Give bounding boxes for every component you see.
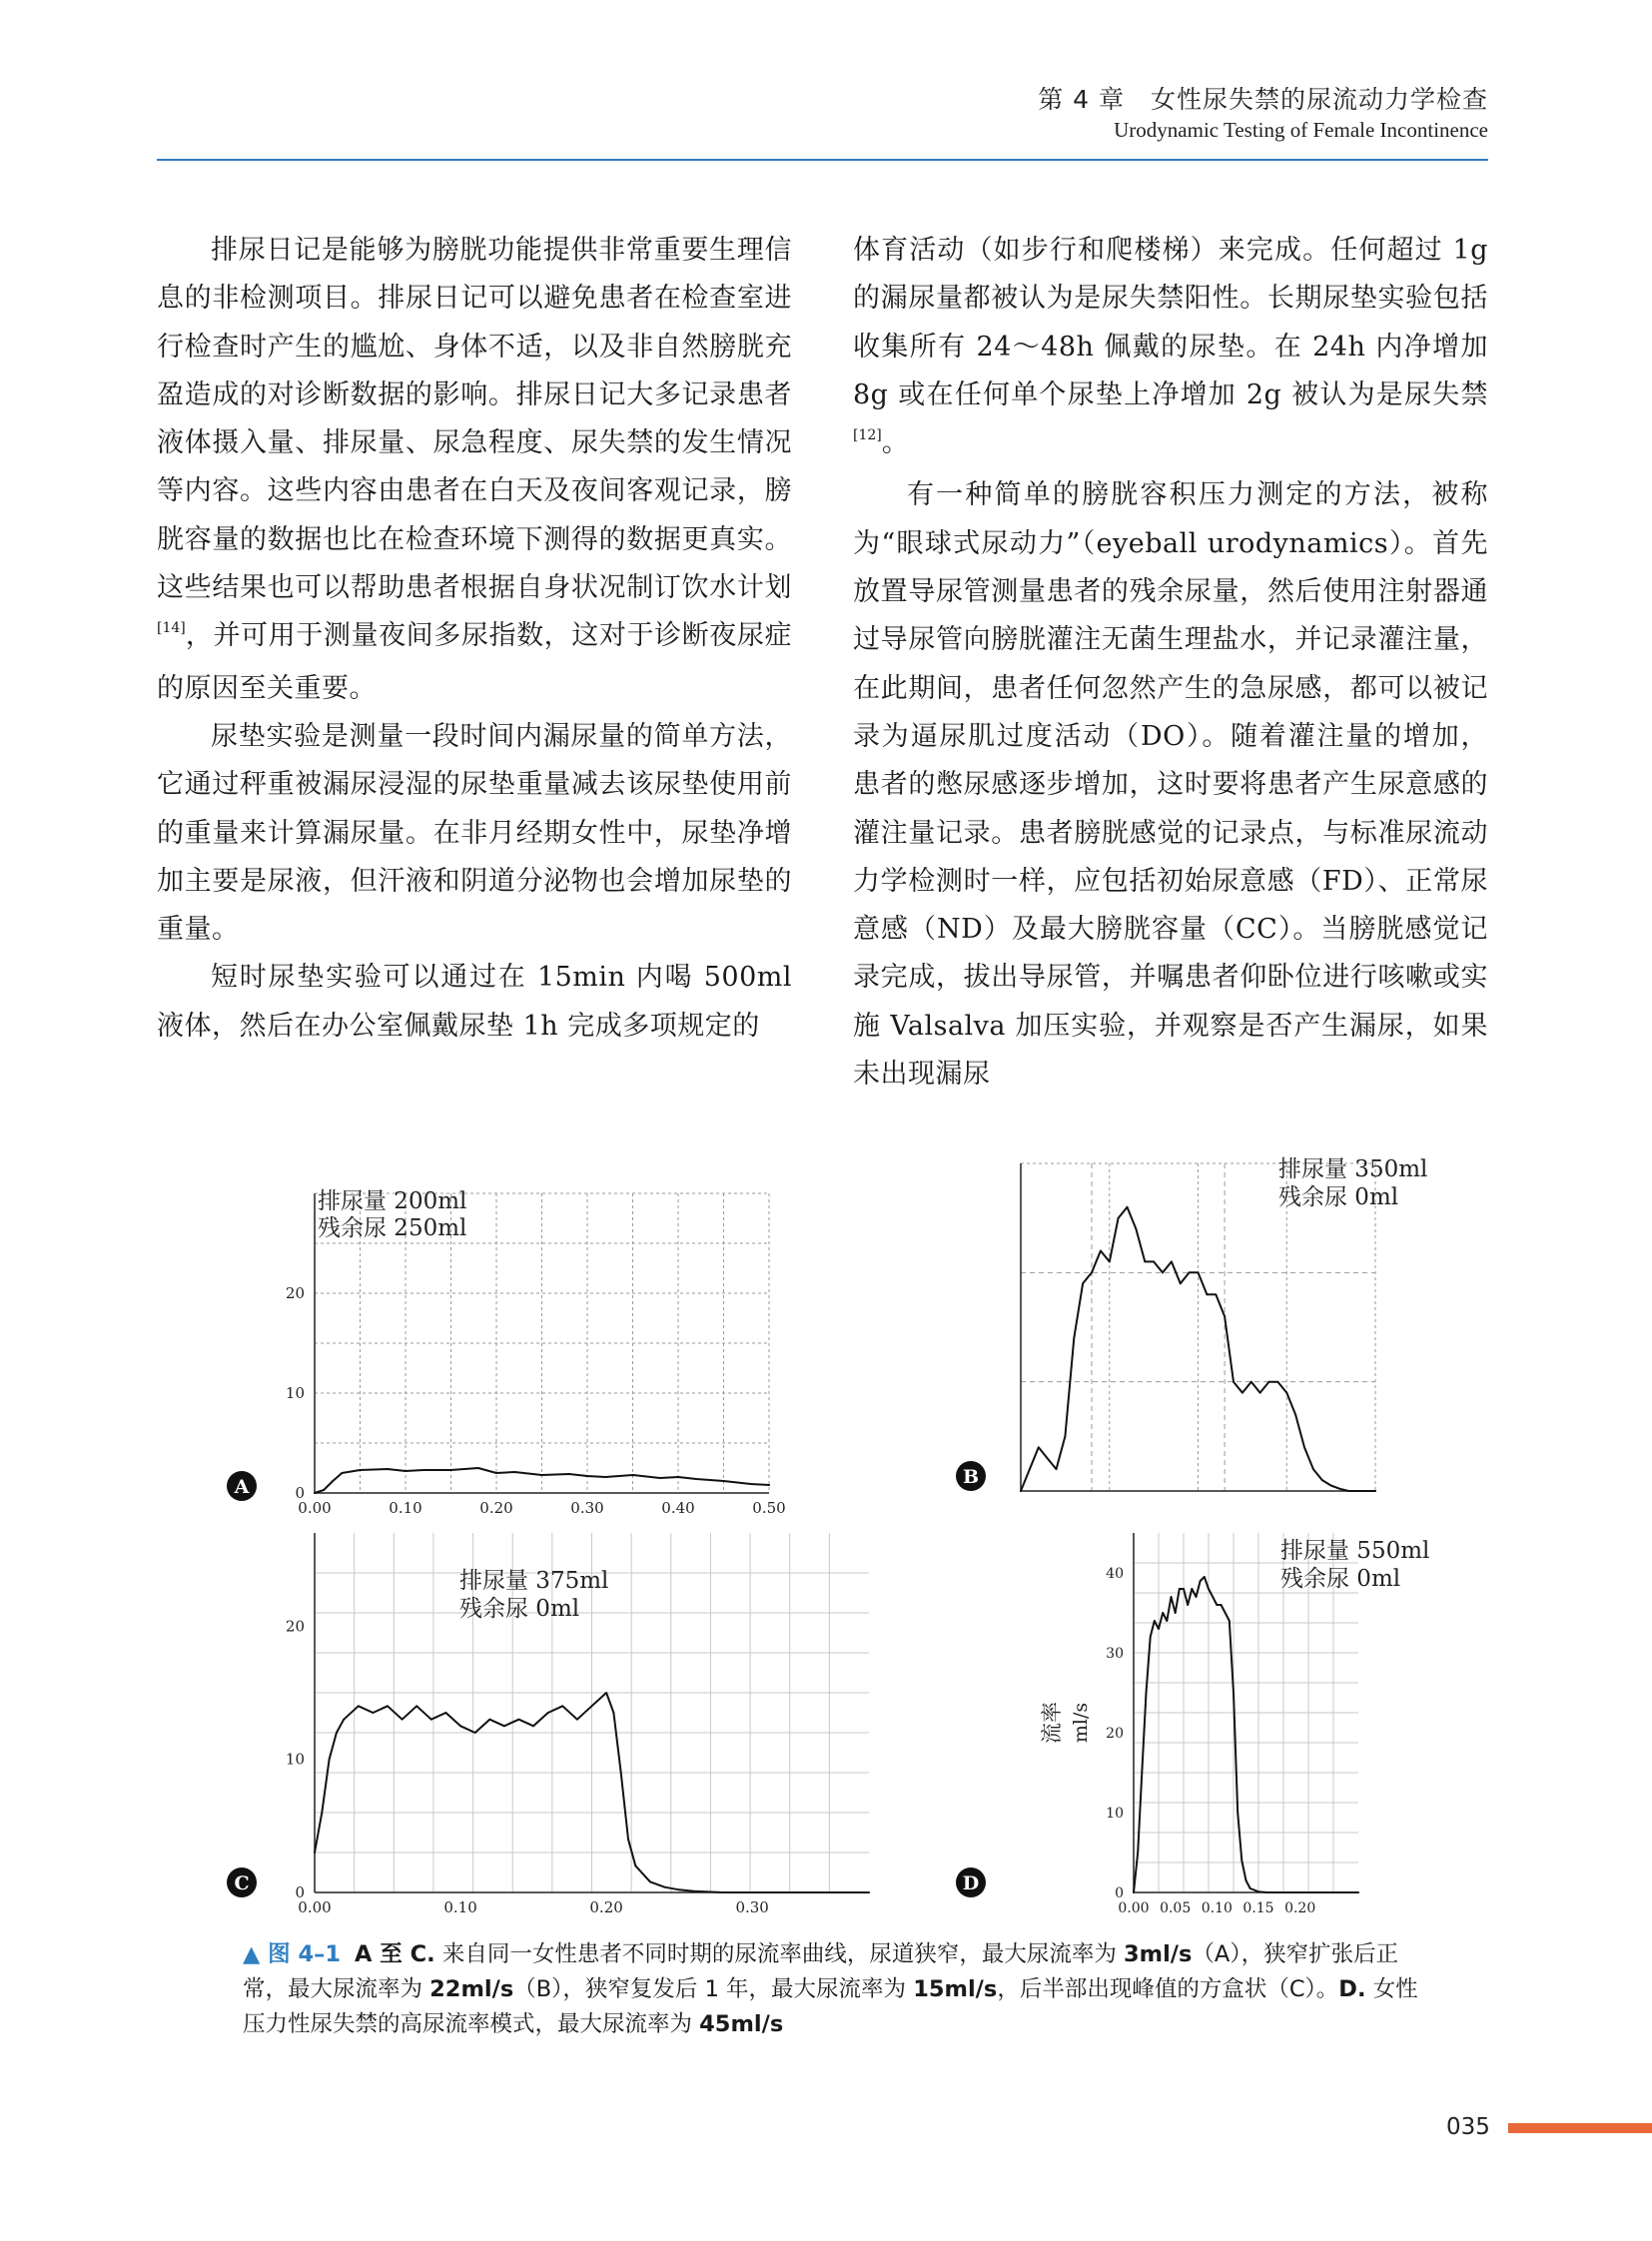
flow-point [604,1476,606,1478]
flow-point [1073,1337,1075,1339]
x-tick-label: 0.00 [298,1499,332,1517]
flow-point [1144,1261,1146,1263]
panel-badge-label: C [234,1872,250,1894]
x-tick-label: 0.10 [389,1499,422,1517]
flow-point [1356,1490,1358,1492]
flow-point [1150,1636,1152,1638]
x-tick-label: 0.40 [661,1499,695,1517]
flow-point [1047,1457,1049,1459]
flow-point [405,1470,407,1472]
uroflow-chart-a [220,1168,799,1528]
chart-annotation: 排尿量 550ml [1280,1538,1430,1564]
flow-point [495,1472,497,1474]
flow-point [1196,1596,1198,1598]
caption-run: 3ml/s [1123,1941,1193,1967]
flow-point [1347,1490,1349,1492]
flow-point [314,1852,316,1854]
flow-point [1240,1860,1242,1862]
flow-point [1312,1468,1314,1470]
y-tick-label: 10 [285,1384,305,1402]
y-axis-label: 流率 [1040,1702,1064,1744]
flow-point [1056,1468,1058,1470]
flow-point [1208,1588,1210,1590]
header-rule [157,159,1488,161]
y-tick-label: 0 [295,1883,305,1901]
caption-run: 女性压力性尿失禁的高尿流率模式，最大尿流率为 [243,1976,1418,2037]
chart-annotation: 排尿量 200ml [318,1188,467,1214]
flow-point [591,1705,593,1707]
uroflow-chart-d [949,1513,1448,1922]
flow-point [387,1468,389,1470]
flow-point [1100,1250,1102,1252]
x-tick-label: 0.20 [479,1499,513,1517]
flow-point [1233,1381,1235,1383]
x-tick-label: 0.10 [443,1898,477,1916]
paragraph: 有一种简单的膀胱容积压力测定的方法，被称为“眼球式尿动力”（eyeball urodynamics）。首先放置导尿管测量患者的残余尿量，然后使用注射器通过导尿管向膀胱灌注无菌生理盐水，并记录灌注量，在此期间，患者任何忽然产生的急尿感，都可以被记录为逼尿肌过度活动（DO）。随着灌注量的增加，患者的憋尿感逐步增加，这时要将患者产生尿意感的灌注量记录。患者膀胱感觉的记录点，与标准尿流动力学检测时一样，应包括初始尿意感（FD）、正常尿意感（ND）及最大膀胱容量（CC）。当膀胱感觉记录完成，拔出导尿管，并嘱患者仰卧位进行咳嗽或实施 Valsalva 加压实验，并观察是否产生漏尿，如果未出现漏尿 [853,479,1488,1091]
caption-run: 来自同一女性患者不同时期的尿流率曲线，尿道狭窄，最大尿流率为 [434,1941,1124,1967]
figure-caption [243,1937,1421,2042]
caption-run: 15ml/s [913,1976,998,2002]
y-tick-label: 20 [285,1284,305,1302]
chart-annotation: 残余尿 0ml [1280,1566,1401,1592]
paragraph-text: 体育活动（如步行和爬楼梯）来完成。任何超过 1g 的漏尿量都被认为是尿失禁阳性。长期尿垫实验包括收集所有 24～48h 佩戴的尿垫。在 24h 内净增加 8g 或在任何单个尿垫上净增加 2g 被认为是尿失禁 [853,235,1488,410]
paragraph-text: 排尿日记是能够为膀胱功能提供非常重要生理信息的非检测项目。排尿日记可以避免患者在检查室进行检查时产生的尴尬、身体不适，以及非自然膀胱充盈造成的对诊断数据的影响。排尿日记大多记录患者液体摄入量、排尿量、尿急程度、尿失禁的发生情况等内容。这些内容由患者在白天及夜间客观记录，膀胱容量的数据也比在检查环境下测得的数据更真实。这些结果也可以帮助患者根据自身状况制订饮水计划 [157,235,792,604]
flow-point [1285,1392,1287,1394]
flow-point [518,1719,520,1721]
flow-point [341,1472,343,1474]
flow-point [1179,1588,1181,1590]
paragraph-text: 。 [881,427,910,459]
footer-bar [1508,2123,1652,2133]
caption-run: D. [1338,1976,1366,2002]
panel-badge-label: B [962,1466,980,1488]
flow-point [750,1483,752,1485]
flow-point [1127,1206,1129,1208]
flow-point [1175,1612,1177,1614]
flow-point [693,1890,695,1892]
uroflow-chart-c [220,1513,899,1922]
paragraph [853,227,1488,471]
caption-run: （A），狭窄扩张后正常，最大尿流率为 [243,1941,1399,2002]
flow-point [1204,1576,1206,1578]
flow-point [1162,1612,1164,1614]
y-tick-label: 0 [295,1484,305,1502]
flow-point [1330,1485,1332,1487]
flow-point [1294,1414,1296,1416]
flow-point [1374,1490,1376,1492]
flow-point [723,1480,725,1482]
flow-point [1225,1612,1227,1614]
flow-point [373,1712,375,1714]
flow-point [695,1478,697,1480]
flow-point [1357,1891,1359,1893]
x-tick-label: 0.20 [1284,1900,1316,1916]
flow-point [547,1712,549,1714]
flow-point [488,1719,490,1721]
citation: [12] [853,427,882,444]
flow-point [1064,1435,1066,1437]
flow-point [336,1732,338,1734]
y-axis-unit: ml/s [1070,1702,1092,1744]
flow-point [586,1475,588,1477]
x-tick-label: 0.00 [298,1898,332,1916]
x-tick-label: 0.50 [752,1499,786,1517]
flow-point [627,1839,629,1841]
flow-point [503,1725,505,1727]
flow-point [1249,1887,1251,1889]
flow-point [314,1492,316,1494]
flow-point [1109,1261,1111,1263]
flow-point [664,1886,666,1888]
flow-point [1365,1490,1367,1492]
flow-point [323,1489,325,1491]
chart-annotation: 残余尿 0ml [1278,1184,1399,1210]
flow-point [1189,1271,1191,1273]
flow-point [513,1471,515,1473]
flow-point [1268,1381,1270,1383]
flow-point [634,1865,636,1867]
flow-point [1158,1628,1160,1630]
flow-point [332,1480,334,1482]
chart-annotation: 排尿量 375ml [459,1568,609,1594]
caption-run: （B），狭窄复发后 1 年，最大尿流率为 [513,1976,914,2002]
flow-point [1257,1890,1259,1892]
flow-point [430,1719,432,1721]
flow-point [532,1725,534,1727]
x-tick-label: 0.05 [1160,1900,1192,1916]
caption-run: A 至 C. [355,1941,435,1967]
flow-point [1091,1271,1093,1273]
flow-point [561,1705,563,1707]
flow-point [1153,1261,1155,1263]
y-tick-label: 20 [1106,1726,1124,1742]
y-tick-label: 30 [1106,1646,1124,1662]
flow-point [1029,1468,1031,1470]
caption-run: ，后半部出现峰值的方盒状（C）。 [997,1976,1339,2002]
flow-point [1180,1282,1182,1284]
caption-run: 45ml/s [699,2011,784,2037]
flow-point [474,1732,476,1734]
flow-point [1265,1891,1267,1893]
panel-badge-label: A [234,1476,250,1498]
flow-point [677,1476,679,1478]
flow-point [1020,1490,1022,1492]
y-tick-label: 0 [1115,1885,1124,1901]
flow-point [678,1888,680,1890]
flow-point [1162,1271,1164,1273]
flow-point [1339,1488,1341,1490]
paragraph: 短时尿垫实验可以通过在 15min 内喝 500ml 液体，然后在办公室佩戴尿垫 1h 完成多项规定的 [157,962,792,1042]
flow-point [1237,1812,1239,1814]
y-tick-label: 10 [1106,1806,1124,1822]
chart-annotation: 排尿量 350ml [1278,1156,1428,1182]
flow-point [343,1719,345,1721]
flow-point [1229,1620,1231,1622]
flow-point [1146,1692,1148,1694]
flow-point [1215,1293,1217,1295]
flow-point [422,1469,424,1471]
panel-badge-label: D [962,1872,980,1894]
page-number: 035 [1446,2114,1490,2140]
y-tick-label: 10 [285,1750,305,1769]
flow-point [415,1705,417,1707]
flow-point [445,1712,447,1714]
flow-point [1183,1588,1185,1590]
citation: [14] [157,620,186,637]
flow-point [768,1484,770,1486]
flow-curve [1134,1577,1358,1892]
flow-point [1187,1604,1189,1606]
uroflow-chart-b [949,1148,1448,1528]
flow-point [1166,1620,1168,1622]
chart-annotation: 残余尿 0ml [459,1596,580,1622]
flow-point [1241,1392,1243,1394]
x-tick-label: 0.30 [570,1499,604,1517]
flow-point [1135,1228,1137,1230]
flow-point [358,1705,360,1707]
flow-point [329,1759,331,1761]
paragraph: 尿垫实验是测量一段时间内漏尿量的简单方法，它通过秤重被漏尿浸湿的尿垫重量减去该尿垫使用前的重量来计算漏尿量。在非月经期女性中，尿垫净增加主要是尿液，但汗液和阴道分泌物也会增加尿垫的重量。 [157,720,792,946]
flow-point [613,1712,615,1714]
flow-point [541,1474,543,1476]
caption-run: 22ml/s [429,1976,514,2002]
x-tick-label: 0.30 [735,1898,769,1916]
right-column [853,227,1488,1099]
flow-point [1216,1604,1218,1606]
y-tick-label: 20 [285,1617,305,1636]
flow-point [321,1812,323,1814]
flow-point [387,1705,389,1707]
flow-point [1171,1261,1173,1263]
flow-point [1206,1293,1208,1295]
paragraph [157,227,792,713]
flow-point [751,1891,753,1893]
figure-label: ▲ 图 4–1 [243,1941,342,1967]
flow-point [1154,1620,1156,1622]
flow-point [722,1891,724,1893]
flow-point [360,1469,362,1471]
flow-point [402,1719,404,1721]
flow-point [868,1891,870,1893]
flow-point [1141,1772,1143,1774]
flow-point [649,1880,651,1882]
flow-point [1133,1891,1135,1893]
chapter-title-en: Urodynamic Testing of Female Incontinence [1114,118,1488,142]
chart-annotation: 残余尿 250ml [318,1215,467,1241]
flow-point [1118,1217,1120,1219]
flow-point [1303,1446,1305,1448]
left-column [157,227,792,1051]
flow-point [1212,1596,1214,1598]
flow-point [1137,1852,1139,1854]
flow-point [605,1692,607,1694]
flow-point [1171,1596,1173,1598]
flow-point [450,1469,452,1471]
flow-point [1191,1588,1193,1590]
chapter-title: 第 4 章 女性尿失禁的尿流动力学检查 [1038,85,1488,114]
flow-point [477,1467,479,1469]
caption-text [243,1941,1418,2037]
flow-point [576,1719,578,1721]
flow-point [568,1473,570,1475]
flow-point [1321,1479,1323,1481]
x-tick-label: 0.15 [1242,1900,1274,1916]
flow-point [1221,1604,1223,1606]
flow-point [632,1474,634,1476]
flow-point [1250,1381,1252,1383]
flow-point [1198,1271,1200,1273]
flow-point [1082,1282,1084,1284]
flow-point [1276,1381,1278,1383]
flow-point [620,1772,622,1774]
x-tick-label: 0.00 [1118,1900,1150,1916]
flow-point [659,1477,661,1479]
flow-point [1038,1446,1040,1448]
flow-point [1200,1580,1202,1582]
flow-point [1259,1392,1261,1394]
flow-point [1233,1692,1235,1694]
x-tick-label: 0.10 [1201,1900,1233,1916]
paragraph-text: ，并可用于测量夜间多尿指数，这对于诊断夜尿症的原因至关重要。 [157,620,792,704]
flow-point [1224,1315,1226,1317]
y-tick-label: 40 [1106,1566,1124,1582]
flow-point [1245,1879,1247,1881]
flow-point [459,1725,461,1727]
x-tick-label: 0.20 [589,1898,623,1916]
